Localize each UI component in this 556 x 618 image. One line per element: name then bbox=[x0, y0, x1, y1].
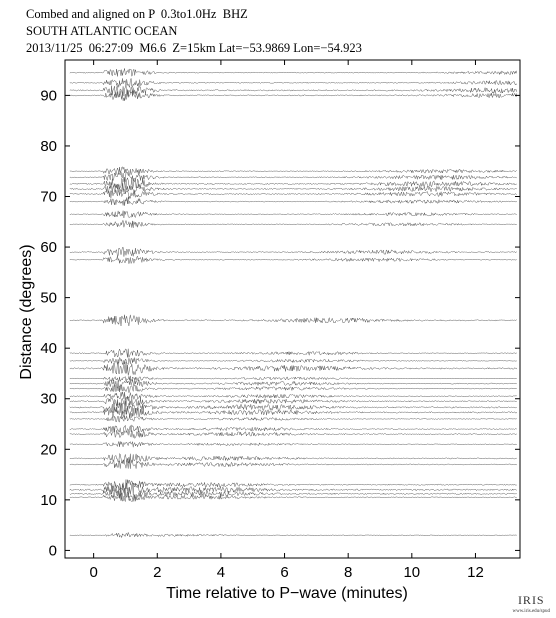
iris-logo bbox=[513, 591, 550, 614]
x-tick-label: 6 bbox=[280, 564, 289, 581]
y-axis-title: Distance (degrees) bbox=[18, 244, 35, 380]
seismogram-trace bbox=[70, 392, 517, 400]
y-tick-label: 0 bbox=[48, 542, 57, 560]
seismogram-traces bbox=[70, 68, 517, 537]
region-name: SOUTH ATLANTIC OCEAN bbox=[26, 24, 178, 38]
x-axis-title: Time relative to P−wave (minutes) bbox=[166, 585, 408, 602]
seismogram-trace bbox=[70, 68, 517, 76]
seismogram-trace bbox=[70, 376, 517, 382]
seismogram-trace bbox=[70, 90, 517, 101]
seismogram-trace bbox=[70, 532, 517, 537]
iris-logo-mark: IRIS bbox=[517, 593, 545, 607]
y-tick-label: 30 bbox=[40, 390, 57, 408]
x-tick-label: 4 bbox=[216, 564, 226, 581]
x-tick-label: 8 bbox=[344, 564, 353, 581]
seismogram-trace bbox=[70, 211, 517, 218]
seismogram-trace bbox=[70, 358, 517, 365]
y-tick-label: 60 bbox=[40, 239, 57, 257]
seismogram-trace bbox=[70, 441, 517, 447]
seismogram-trace bbox=[70, 172, 517, 182]
y-tick-label: 50 bbox=[40, 289, 57, 307]
y-tick-label: 70 bbox=[40, 188, 57, 206]
chart-title: Combed and aligned on P 0.3to1.0Hz BHZ bbox=[26, 7, 248, 21]
x-tick-label: 10 bbox=[403, 564, 421, 581]
y-tick-label: 90 bbox=[40, 87, 57, 105]
seismogram-trace bbox=[70, 197, 517, 206]
x-tick-label: 12 bbox=[467, 564, 484, 581]
event-info: 2013/11/25 06:27:09 M6.6 Z=15km Lat=−53.9869 Lon=−54.923 bbox=[26, 41, 362, 55]
seismogram-trace bbox=[70, 416, 517, 422]
seismogram-trace bbox=[70, 256, 517, 264]
seismogram-trace bbox=[70, 221, 517, 228]
seismogram-trace bbox=[70, 315, 517, 326]
seismogram-trace bbox=[70, 190, 517, 199]
seismogram-trace bbox=[70, 349, 517, 358]
seismogram-trace bbox=[70, 430, 517, 438]
seismogram-trace bbox=[70, 362, 517, 375]
iris-logo-url: www.iris.edu/spud bbox=[512, 609, 550, 614]
seismogram-trace bbox=[70, 78, 517, 87]
seismogram-trace bbox=[70, 247, 517, 256]
x-tick-label: 0 bbox=[89, 564, 98, 581]
y-tick-label: 20 bbox=[40, 441, 57, 459]
seismogram-trace bbox=[70, 167, 517, 176]
y-tick-label: 40 bbox=[40, 340, 57, 358]
seismogram-trace bbox=[70, 480, 517, 491]
x-tick-label: 2 bbox=[153, 564, 162, 581]
seismogram-trace bbox=[70, 460, 517, 469]
y-tick-label: 10 bbox=[40, 491, 57, 509]
seismogram-trace bbox=[70, 384, 517, 392]
seismogram-trace bbox=[70, 177, 517, 190]
y-tick-label: 80 bbox=[40, 137, 57, 155]
seismogram-trace bbox=[70, 396, 517, 407]
